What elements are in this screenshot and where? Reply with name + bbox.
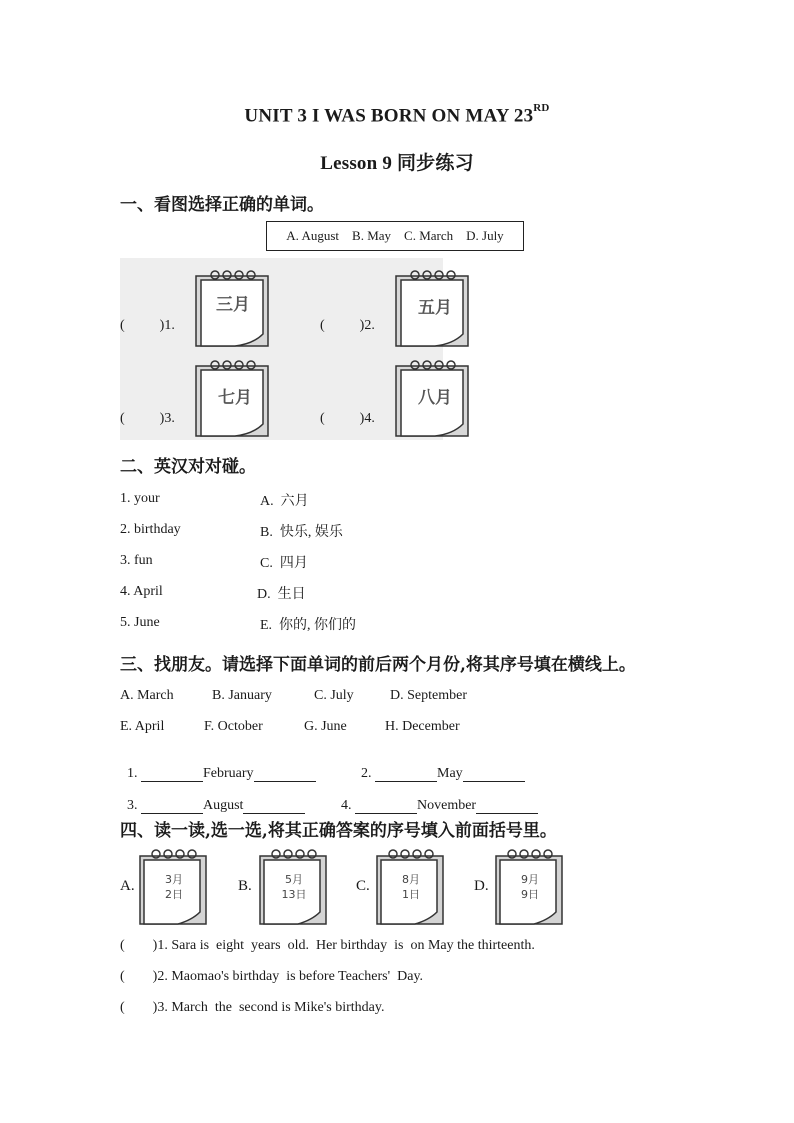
calendar-month: 5月: [285, 873, 303, 886]
calendar-image-1: [193, 268, 271, 353]
section-3-heading: 三、找朋友。请选择下面单词的前后两个月份,将其序号填在横线上。: [120, 655, 636, 675]
answer-bracket-2[interactable]: [320, 318, 375, 334]
calendar-day: 13日: [281, 888, 307, 901]
item-number: 1.: [127, 766, 138, 781]
item-number: 4.: [341, 798, 352, 813]
month-option-b: B. January: [212, 688, 272, 703]
calendar-label: 七月: [218, 388, 252, 408]
bracket: ( ): [120, 318, 165, 333]
match-left-5: 5. June: [120, 615, 160, 630]
month-word: August: [203, 798, 244, 813]
calendar-image-2: [393, 268, 471, 353]
answer-bracket-3[interactable]: [120, 411, 175, 427]
calendar-icon: [393, 268, 471, 348]
calendar-day: 2日: [165, 888, 183, 901]
fill-blank-4: [334, 782, 538, 814]
fill-blank-1: [120, 750, 316, 782]
blank-before[interactable]: [355, 799, 417, 814]
calendar-letter-b: B.: [238, 878, 252, 894]
calendar-image-4: [393, 358, 471, 443]
calendar-letter-d: D.: [474, 878, 489, 894]
calendar-day: 1日: [402, 888, 420, 901]
item-number: 4.: [364, 411, 375, 426]
calendar-letter-c: C.: [356, 878, 370, 894]
bracket: ( ): [320, 411, 365, 426]
match-right-e: E. 你的, 你们的: [260, 618, 357, 633]
date-calendar-a: [138, 848, 208, 931]
calendar-letter-a: A.: [120, 878, 135, 894]
calendar-label: 八月: [418, 388, 452, 408]
word-options-box: A. August B. May C. March D. July: [266, 221, 524, 251]
answer-bracket-1[interactable]: [120, 318, 175, 334]
item-number: 2.: [361, 766, 372, 781]
answer-bracket-4[interactable]: [320, 411, 375, 427]
blank-before[interactable]: [375, 767, 437, 782]
calendar-label: 三月: [216, 295, 250, 315]
month-option-a: A. March: [120, 688, 174, 703]
month-word: November: [417, 798, 477, 813]
match-right-a: A. 六月: [260, 494, 309, 509]
fill-blank-2: [354, 750, 525, 782]
month-word: May: [437, 766, 463, 781]
match-left-4: 4. April: [120, 584, 163, 599]
section-1-heading: 一、看图选择正确的单词。: [120, 195, 324, 215]
month-option-g: G. June: [304, 719, 347, 734]
month-option-h: H. December: [385, 719, 460, 734]
month-option-c: C. July: [314, 688, 354, 703]
date-calendar-d: [494, 848, 564, 931]
calendar-icon: [193, 358, 271, 438]
blank-after[interactable]: [476, 799, 538, 814]
item-number: 3.: [127, 798, 138, 813]
match-left-3: 3. fun: [120, 553, 153, 568]
section-2-heading: 二、英汉对对碰。: [120, 457, 256, 477]
fill-blank-3: [120, 782, 305, 814]
bracket: ( ): [320, 318, 365, 333]
calendar-day: 9日: [521, 888, 539, 901]
calendar-icon: [138, 848, 208, 926]
blank-after[interactable]: [463, 767, 525, 782]
question-2: ( )2. Maomao's birthday is before Teachers' Day.: [120, 969, 424, 984]
item-number: 1.: [164, 318, 175, 333]
month-option-e: E. April: [120, 719, 165, 734]
title-superscript: RD: [533, 102, 550, 114]
calendar-month: 8月: [402, 873, 420, 886]
blank-after[interactable]: [243, 799, 305, 814]
date-calendars: [120, 848, 564, 928]
page-title: [0, 102, 794, 127]
month-word: February: [203, 766, 254, 781]
item-number: 2.: [364, 318, 375, 333]
calendar-image-3: [193, 358, 271, 443]
match-left-1: 1. your: [120, 491, 160, 506]
calendar-icon: [193, 268, 271, 348]
calendar-month: 9月: [521, 873, 539, 886]
date-calendar-c: [375, 848, 445, 931]
section-4-heading: 四、读一读,选一选,将其正确答案的序号填入前面括号里。: [120, 821, 557, 841]
title-text: UNIT 3 I WAS BORN ON MAY 23: [244, 105, 534, 127]
blank-before[interactable]: [141, 767, 203, 782]
calendar-label: 五月: [418, 298, 452, 318]
month-option-f: F. October: [204, 719, 263, 734]
calendar-icon: [258, 848, 328, 926]
date-calendar-b: [258, 848, 328, 931]
match-right-d: D. 生日: [257, 587, 306, 602]
blank-before[interactable]: [141, 799, 203, 814]
match-right-c: C. 四月: [260, 556, 308, 571]
match-right-b: B. 快乐, 娱乐: [260, 525, 343, 540]
lesson-subtitle: Lesson 9 同步练习: [320, 153, 474, 174]
month-option-d: D. September: [390, 688, 467, 703]
match-left-2: 2. birthday: [120, 522, 181, 537]
calendar-icon: [375, 848, 445, 926]
question-3: ( )3. March the second is Mike's birthday.: [120, 1000, 385, 1015]
bracket: ( ): [120, 411, 165, 426]
calendar-icon: [494, 848, 564, 926]
item-number: 3.: [164, 411, 175, 426]
calendar-icon: [393, 358, 471, 438]
calendar-month: 3月: [165, 873, 183, 886]
blank-after[interactable]: [254, 767, 316, 782]
question-1: ( )1. Sara is eight years old. Her birthday is on May the thirteenth.: [120, 938, 535, 953]
